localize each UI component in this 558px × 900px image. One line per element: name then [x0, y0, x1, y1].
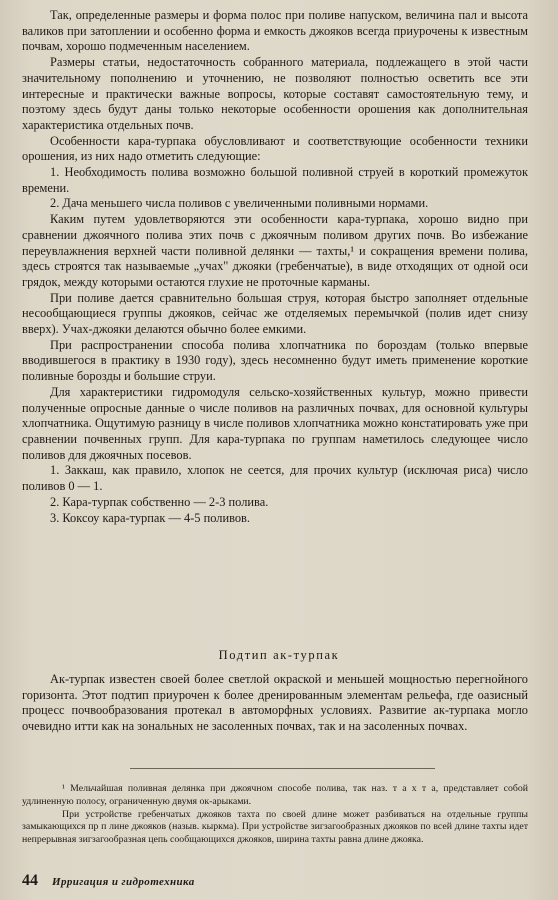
paragraph: При распространении способа полива хлопчатника по бороздам (только впервые вводившегося в практику в 1930 году), здесь несомненно будут иметь применение короткие поливные борозды и большие струи. — [22, 337, 528, 384]
footnote: При устройстве гребенчатых джояков тахта по своей длине может разбиваться на отдельные группы замыкающихся пр п лине джояков (назыв. кыркма). При устройстве зигзагообразных джояков по всей длине тахты идет непрерывная зигзагообразная цепь сообщающихся джояков, ширина тахты равна длине джояка. — [22, 808, 528, 846]
section-subheading: Подтип ак-турпак — [218, 648, 340, 662]
footnote: ¹ Мельчайшая поливная делянка при джоячном способе полива, так наз. т а х т а, представляет собой удлиненную полосу, ограниченную двумя ок-арыками. — [22, 783, 528, 807]
list-item: 1. Заккаш, как правило, хлопок не сеется, для прочих культур (исключая риса) число поливов 0 — 1. — [22, 463, 528, 494]
paragraph: Ак-турпак известен своей более светлой окраской и меньшей мощностью перегнойного горизонта. Этот подтип приурочен к более дренированным элементам рельефа, где оазисный процесс почвообразования протекал в автоморфных условиях. Развитие ак-турпака могло очевидно итти как на зональных не засоленных почвах, так и на засоленных почвах. — [22, 672, 528, 734]
page-number: 44 — [22, 872, 38, 889]
main-text — [22, 0, 528, 526]
paragraph: Особенности кара-турпака обусловливают и соответствующие особенности техники орошения, из них надо отметить следующие: — [22, 133, 528, 164]
paragraph: Так, определенные размеры и форма полос при поливе напуском, величина пал и высота валиков при затоплении и особенно форма и емкость джояков всегда приурочены к известным почвам, хорошо подмеченным населением. — [22, 8, 528, 54]
paragraph: При поливе дается сравнительно большая струя, которая быстро заполняет отдельные несообщающиеся группы джояков, сейчас же отделяемых перемычкой (полив идет снизу вверх). Учах-джояки делаются обычно более емкими. — [22, 290, 528, 337]
list-item: 2. Дача меньшего числа поливов с увеличенными поливными нормами. — [50, 196, 429, 211]
journal-title: Ирригация и гидротехника — [52, 876, 195, 888]
page-footer — [22, 872, 528, 890]
section-text — [22, 672, 528, 735]
paragraph: Каким путем удовлетворяются эти особенности кара-турпака, хорошо видно при сравнении джоячного полива этих почв с джоячным поливом других почв. Во избежание переувлажнения верхней части поливной делянки — тахты,¹ и сокращения времени полива, здесь строятся так называемые „учах" джояки (гребенчатые), в виде отходящих от одной оси грядок, между которыми остаются глухие не проточные карманы. — [22, 212, 528, 289]
footnote-divider — [130, 768, 435, 769]
list-item: 3. Коксоу кара-турпак — 4-5 поливов. — [50, 510, 250, 525]
list-item: 2. Кара-турпак собственно — 2-3 полива. — [50, 494, 269, 509]
list-item: 1. Необходимость полива возможно большой поливной струей в короткий промежуток времени. — [22, 165, 528, 195]
paragraph: Для характеристики гидромодуля сельско-хозяйственных культур, можно привести полученные опросные данные о числе поливов на различных почвах, для основной культуры хлопчатника. Ощутимую разницу в числе поливов хлопчатника можно констатировать уже при сравнении почвенных групп. Для кара-турпака по группам наметилось следующее число поливов для джоячных посевов. — [22, 384, 528, 462]
paragraph: Размеры статьи, недостаточность собранного материала, подлежащего в этой части значительному пополнению и уточнению, не позволяют полностью осветить все эти интересные и практически важные вопросы, которые составят самостоятельную тему, и поэтому здесь будут даны только некоторые особенности орошения как дополнительная характеристика отдельных почв. — [22, 55, 528, 132]
footnotes — [22, 783, 528, 847]
